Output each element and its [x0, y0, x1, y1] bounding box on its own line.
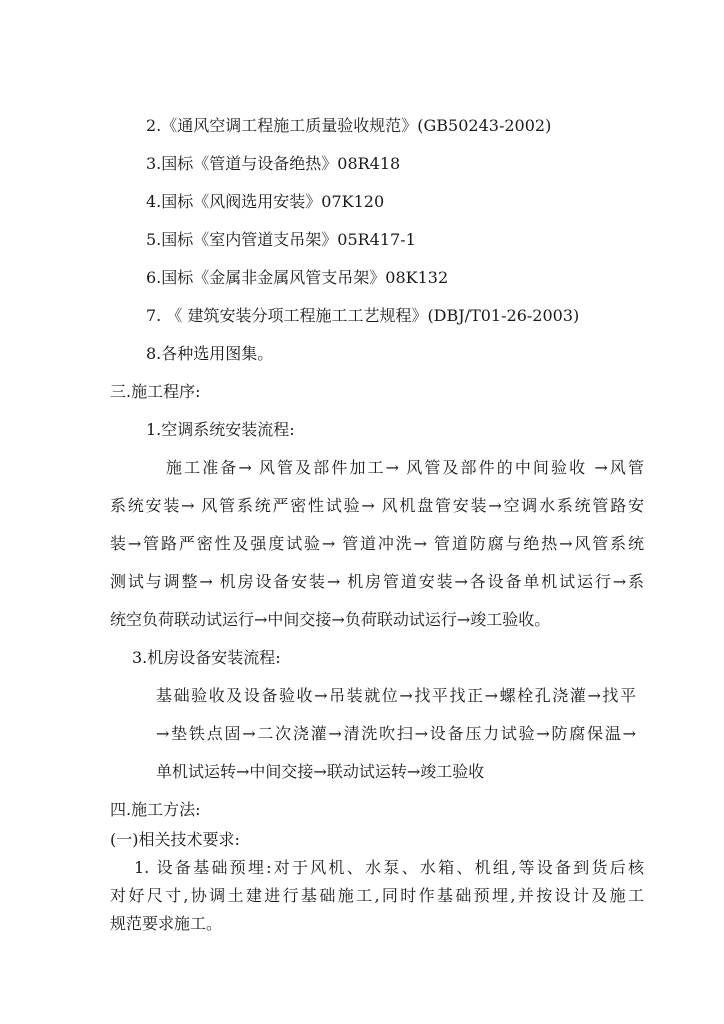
ac-flow-line: 测试与调整→ 机房设备安装→ 机房管道安装→各设备单机试运行→系 [110, 572, 644, 591]
room-flow-line: 单机试运转→中间交接→联动试运转→竣工验收 [156, 762, 485, 781]
ac-flow-line: 施工准备→ 风管及部件加工→ 风管及部件的中间验收 →风管 [166, 458, 644, 477]
ref-item-7: 7. 《 建筑安装分项工程施工工艺规程》(DBJ/T01-26-2003) [146, 306, 580, 325]
subsection-1-heading: (一)相关技术要求: [110, 830, 240, 849]
room-flow-heading: 3.机房设备安装流程: [132, 648, 281, 667]
section-3-heading: 三.施工程序: [110, 382, 201, 401]
paragraph-line: 1. 设备基础预埋:对于风机、水泵、水箱、机组,等设备到货后核 [134, 858, 644, 877]
paragraph-line: 对好尺寸,协调土建进行基础施工,同时作基础预埋,并按设计及施工 [110, 886, 644, 905]
ref-item-3: 3.国标《管道与设备绝热》08R418 [146, 154, 401, 173]
ref-item-2: 2.《通风空调工程施工质量验收规范》(GB50243-2002) [146, 116, 552, 135]
ref-item-6: 6.国标《金属非金属风管支吊架》08K132 [146, 268, 449, 287]
ref-item-8: 8.各种选用图集。 [146, 344, 274, 363]
ac-flow-heading: 1.空调系统安装流程: [146, 420, 295, 439]
ref-item-5: 5.国标《室内管道支吊架》05R417-1 [146, 230, 416, 249]
ref-item-4: 4.国标《风阀选用安装》07K120 [146, 192, 385, 211]
paragraph-line: 规范要求施工。 [110, 914, 223, 933]
room-flow-line: →垫铁点固→二次浇灌→清洗吹扫→设备压力试验→防腐保温→ [156, 724, 636, 743]
section-4-heading: 四.施工方法: [110, 800, 201, 819]
ac-flow-line: 装→管路严密性及强度试验→ 管道冲洗→ 管道防腐与绝热→风管系统 [110, 534, 644, 553]
room-flow-line: 基础验收及设备验收→吊装就位→找平找正→螺栓孔浇灌→找平 [156, 686, 636, 705]
ac-flow-line: 系统安装→ 风管系统严密性试验→ 风机盘管安装→空调水系统管路安 [110, 496, 644, 515]
ac-flow-line: 统空负荷联动试运行→中间交接→负荷联动试运行→竣工验收。 [110, 610, 551, 629]
